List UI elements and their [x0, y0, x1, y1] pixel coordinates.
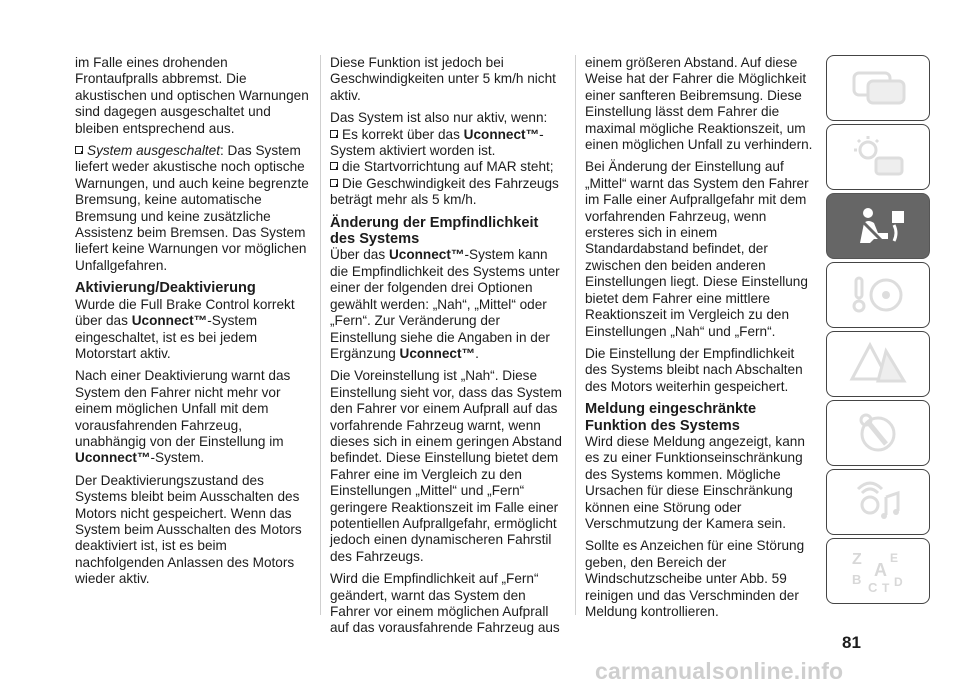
paragraph: Die Einstellung der Empfindlichkeit des Systems bleibt nach Abschalten des Motors weiterhin gespeichert. — [585, 345, 803, 394]
column-divider — [575, 55, 576, 615]
bullet-icon — [330, 162, 338, 170]
page-number: 81 — [842, 633, 861, 652]
tab-safety[interactable] — [826, 193, 930, 259]
paragraph: Nach einer Deaktivierung warnt das System den Fahrer nicht mehr vor einem möglichen Unfall mit dem vorausfahrenden Fahrzeug, unabhängig von der Einstellung im Uconnect™-System. — [75, 368, 291, 466]
index-letter: Z — [852, 551, 862, 568]
brand-name: Uconnect™ — [463, 126, 540, 142]
chapter-tabs — [826, 55, 930, 607]
index-letter: B — [852, 572, 862, 587]
text-column-2 — [330, 55, 564, 643]
bullet-icon — [330, 130, 338, 138]
paragraph: Der Deaktivierungszustand des Systems bleibt beim Ausschalten des Motors nicht gespeichert. Wenn das System beim Ausschalten des Motors deaktiviert ist, ist es beim nachfolgenden Anlassen des Motors wieder aktiv. — [75, 472, 302, 587]
watermark: carmanualsonline.info — [595, 658, 844, 684]
section-heading: Meldung eingeschränkte Funktion des Systems — [585, 401, 757, 434]
text-column-3 — [585, 55, 819, 626]
tab-warning-lights[interactable] — [826, 124, 930, 190]
key-steering-wheel-icon — [848, 272, 908, 318]
section-heading: Aktivierung/Deaktivierung — [75, 280, 256, 297]
paragraph: Wird die Empfindlichkeit auf „Fern“ geändert, warnt das System den Fahrer vor einem möglichen Aufprall auf das vorausfahrende Fahrzeug aus — [330, 571, 560, 636]
tab-index[interactable] — [826, 538, 930, 604]
safety-airbag-icon — [848, 203, 908, 249]
tab-service[interactable] — [826, 400, 930, 466]
index-letter: D — [894, 575, 903, 589]
tab-starting-driving[interactable] — [826, 262, 930, 328]
alphabetical-index-icon — [848, 548, 908, 594]
section-heading: Änderung der Empfindlichkeit des Systems — [330, 214, 539, 248]
paragraph: Über das Uconnect™-System kann die Empfindlichkeit des Systems unter einer der folgenden drei Optionen gewählt werden: „Nah“, „Mittel“ oder „Fern“. Zur Veränderung der Einstellung siehe die Angaben in der Ergänzung Uconnect™. — [330, 247, 560, 361]
list-item: Die Geschwindigkeit des Fahrzeugs beträgt mehr als 5 km/h. — [330, 175, 559, 208]
index-letter: T — [882, 581, 890, 594]
index-letter: E — [890, 551, 899, 565]
text-column-1 — [75, 55, 309, 594]
bullet-icon — [330, 179, 338, 187]
car-icon — [848, 65, 908, 111]
warning-lights-icon — [848, 134, 908, 180]
index-letter: C — [868, 580, 878, 594]
tab-car[interactable] — [826, 55, 930, 121]
paragraph: System ausgeschaltet: Das System liefert weder akustische noch optische Warnungen, und auch keine begrenzte Bremsung, keine automatische Bremsung und keine zusätzliche Assistenz beim Bremsen. Das System liefert keine Warnungen vor möglichen Unfallgefahren. — [75, 143, 309, 273]
warning-triangle-icon — [848, 341, 908, 387]
column-divider — [320, 55, 321, 615]
paragraph: Bei Änderung der Einstellung auf „Mittel“ warnt das System den Fahrer im Falle einer Aufprallgefahr mit dem vorfahrenden Fahrzeug, wenn ersteres sich in einem Standardabstand befindet, der zwischen den beiden anderen Einstellungen liegt. Diese Einstellung bietet dem Fahrer eine mittlere Reaktionszeit im Vergleich zu den Einstellungen „Nah“ und „Fern“. — [585, 159, 809, 339]
paragraph: einem größeren Abstand. Auf diese Weise hat der Fahrer die Möglichkeit einer sanfteren Beibremsung. Diese Einstellung lässt dem Fahrer die maximal mögliche Reaktionszeit, um einen möglichen Unfall zu verhindern. — [585, 55, 813, 153]
paragraph: Wurde die Full Brake Control korrekt über das Uconnect™-System eingeschaltet, ist es bei jedem Motorstart aktiv. — [75, 296, 295, 361]
brand-name: Uconnect™ — [388, 247, 465, 263]
multimedia-icon — [848, 479, 908, 525]
service-wrench-icon — [848, 410, 908, 456]
tab-multimedia[interactable] — [826, 469, 930, 535]
bullet-icon — [75, 146, 83, 154]
paragraph: Das System ist also nur aktiv, wenn: — [330, 110, 548, 126]
paragraph: Die Voreinstellung ist „Nah“. Diese Einstellung sieht vor, dass das System den Fahrer vor einem Aufprall auf das vorfahrende Fahrzeug warnt, wenn dieses sich in einem geringen Abstand befindet. Diese Einstellung bietet dem Fahrer eine im Vergleich zu den Einstellungen „Mittel“ und „Fern“ geringere Reaktionszeit im Falle einer potentiellen Aufprallgefahr, ermöglicht jedoch einen dynamischeren Fahrstil des Fahrzeugs. — [330, 368, 562, 564]
paragraph: im Falle eines drohenden Frontaufpralls abbremst. Die akustischen und optischen Warnungen sind dagegen ausgeschaltet und bleiben entsprechend aus. — [75, 55, 309, 136]
list-item: die Startvorrichtung auf MAR steht; — [330, 159, 564, 175]
paragraph: Sollte es Anzeichen für eine Störung geben, den Bereich der Windschutzscheibe unter Abb. 59 reinigen und das Verschminden der Meldung kontrollieren. — [585, 538, 805, 619]
tab-emergency[interactable] — [826, 331, 930, 397]
brand-name: Uconnect™ — [399, 345, 476, 361]
list-item: Es korrekt über das Uconnect™-System aktiviert worden ist. — [330, 126, 544, 159]
emphasis-text: System ausgeschaltet — [87, 143, 220, 159]
paragraph: Diese Funktion ist jedoch bei Geschwindigkeiten unter 5 km/h nicht aktiv. — [330, 55, 556, 103]
index-letter: A — [874, 560, 887, 580]
brand-name: Uconnect™ — [131, 313, 208, 329]
brand-name: Uconnect™ — [75, 450, 151, 466]
paragraph: Wird diese Meldung angezeigt, kann es zu einer Funktionseinschränkung des Systems kommen. Mögliche Ursachen für diese Einschränkung können eine Störung oder Verschmutzung der Kamera sein. — [585, 433, 805, 531]
